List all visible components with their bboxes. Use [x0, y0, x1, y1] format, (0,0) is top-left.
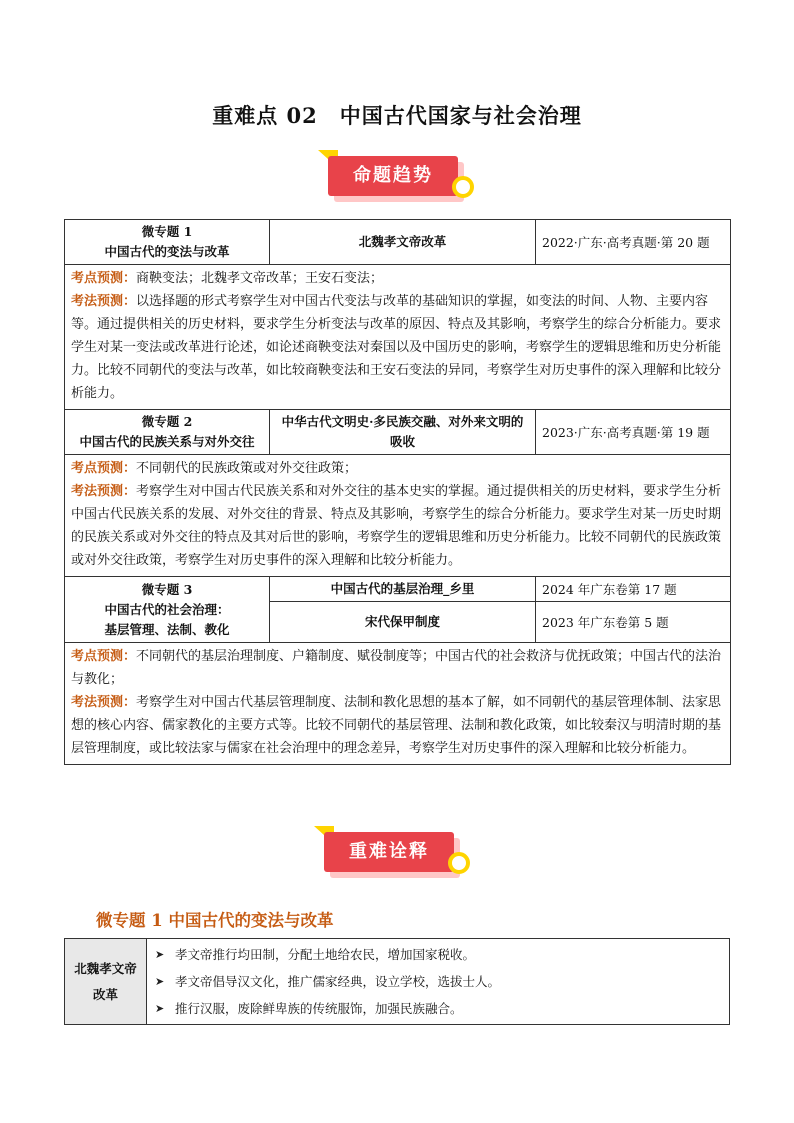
topic-number: 微专题 3	[141, 581, 193, 597]
bullet-text: 孝文帝倡导汉文化，推广儒家经典，设立学校，选拔士人。	[175, 974, 501, 989]
topic-number: 微专题 2	[141, 414, 193, 429]
kaofa-text: 考察学生对中国古代基层管理制度、法制和教化思想的基本了解，如不同朝代的基层管理体制、法家思想的核心内容、儒家教化的主要方式等。比较不同朝代的基层管理、法制和教化政策，如比较秦汉与明清时期的基层管理制度，或比较法家与儒家在社会治理中的理念差异，考察学生对历史事件的深入理解和比较分析能力。	[71, 695, 722, 756]
detail-table	[64, 938, 730, 1025]
topic-row	[65, 577, 731, 602]
topic-desc-row	[65, 455, 731, 577]
topic-desc-row	[65, 643, 731, 765]
kaofa-text: 以选择题的形式考察学生对中国古代变法与改革的基础知识的掌握，如变法的时间、人物、主要内容等。通过提供相关的历史材料，要求学生分析变法与改革的原因、特点及其影响，考察学生的综合分析能力。要求学生对某一变法或改革进行论述，如论述商鞅变法对秦国以及中国历史的影响，考察学生的逻辑思维和历史分析能力。比较不同朝代的变法与改革，如比较商鞅变法和王安石变法的异同，考察学生对历史事件的深入理解和比较分析能力。	[71, 294, 722, 401]
kaodian-text: 商鞅变法；北魏孝文帝改革；王安石变法；	[136, 271, 384, 286]
topic-description	[65, 455, 731, 577]
topic-row	[65, 220, 731, 265]
topic-content: 北魏孝文帝改革	[270, 220, 536, 265]
arrow-bullet-icon: ➤	[155, 948, 165, 961]
topic-source: 2023 年广东卷第 5 题	[536, 602, 731, 643]
topic-name-cell	[65, 577, 270, 643]
kaofa-label: 考法预测：	[71, 695, 137, 710]
list-item	[155, 968, 721, 995]
kaofa-label: 考法预测：	[71, 294, 137, 309]
kaodian-label: 考点预测：	[71, 649, 137, 664]
section-badge-trend	[318, 150, 488, 210]
topic-table	[64, 219, 731, 765]
section-heading: 微专题 1 中国古代的变法与改革	[96, 911, 334, 930]
topic-name: 中国古代的变法与改革	[104, 244, 230, 259]
topic-name-cell	[65, 410, 270, 455]
topic-name: 中国古代的社会治理：	[104, 601, 230, 617]
list-item	[155, 995, 721, 1022]
kaodian-text: 不同朝代的基层治理制度、户籍制度、赋役制度等；中国古代的社会救济与优抚政策；中国古代的法治与教化；	[71, 649, 722, 687]
topic-name-sub: 基层管理、法制、教化	[104, 621, 230, 637]
topic-description	[65, 643, 731, 765]
page-title	[0, 100, 794, 130]
kaodian-text: 不同朝代的民族政策或对外交往政策；	[136, 461, 358, 476]
badge-label: 重难诠释	[324, 832, 454, 872]
arrow-bullet-icon: ➤	[155, 1002, 165, 1015]
topic-content: 中国古代的基层治理_乡里	[270, 577, 536, 602]
topic-description	[65, 265, 731, 410]
badge-ring-decoration	[452, 176, 474, 198]
section-badge-explain	[314, 826, 484, 886]
topic-source: 2023·广东·高考真题·第 19 题	[536, 410, 731, 455]
detail-label: 北魏孝文帝改革	[65, 939, 147, 1025]
kaodian-label: 考点预测：	[71, 461, 137, 476]
topic-number: 微专题 1	[141, 224, 193, 239]
topic-desc-row	[65, 265, 731, 410]
topic-content: 中华古代文明史·多民族交融、对外来文明的吸收	[270, 410, 536, 455]
list-item	[155, 941, 721, 968]
detail-row	[65, 939, 730, 1025]
detail-bullets	[147, 939, 730, 1025]
topic-name: 中国古代的民族关系与对外交往	[79, 434, 255, 449]
kaofa-label: 考法预测：	[71, 484, 137, 499]
title-code: 重难点 02	[212, 103, 318, 128]
topic-source: 2022·广东·高考真题·第 20 题	[536, 220, 731, 265]
topic-source: 2024 年广东卷第 17 题	[536, 577, 731, 602]
kaofa-text: 考察学生对中国古代民族关系和对外交往的基本史实的掌握。通过提供相关的历史材料，要求学生分析中国古代民族关系的发展、对外交往的背景、特点及其影响，考察学生的综合分析能力。要求学生对某一历史时期的民族关系或对外交往的特点及其对后世的影响，考察学生的逻辑思维和历史分析能力。比较不同朝代的民族政策或对外交往政策，考察学生对历史事件的深入理解和比较分析能力。	[71, 484, 722, 568]
arrow-bullet-icon: ➤	[155, 975, 165, 988]
topic-row	[65, 410, 731, 455]
topic-name-cell	[65, 220, 270, 265]
badge-label: 命题趋势	[328, 156, 458, 196]
bullet-text: 孝文帝推行均田制，分配土地给农民，增加国家税收。	[175, 947, 476, 962]
title-text: 中国古代国家与社会治理	[339, 103, 582, 128]
kaodian-label: 考点预测：	[71, 271, 137, 286]
topic-content: 宋代保甲制度	[270, 602, 536, 643]
badge-ring-decoration	[448, 852, 470, 874]
bullet-text: 推行汉服，废除鲜卑族的传统服饰，加强民族融合。	[175, 1001, 463, 1016]
